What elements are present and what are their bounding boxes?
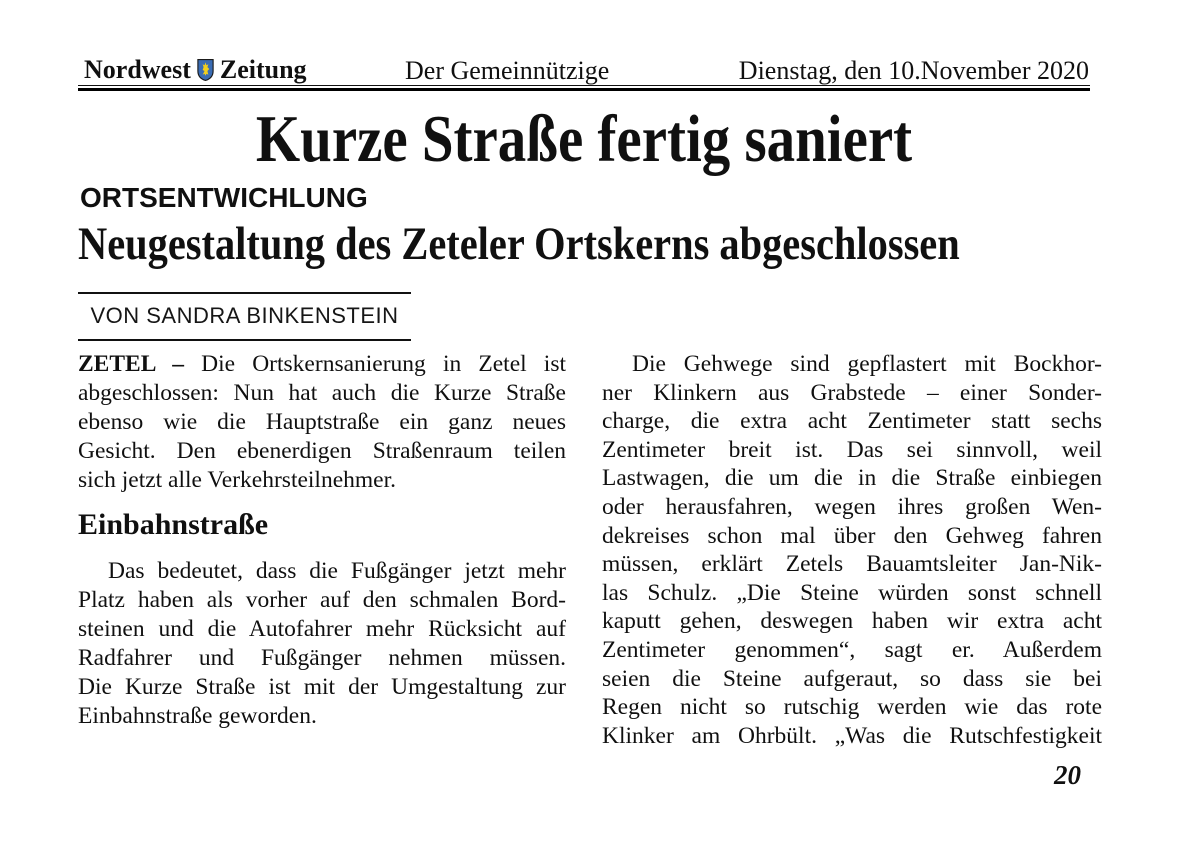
text-line: müssen, erklärt Zetels Bauamtsleiter Jan-Nik- — [602, 551, 1102, 578]
text-line: Die Gehwege sind gepflastert mit Bockhor- — [632, 351, 1102, 377]
dateline: ZETEL – — [78, 351, 184, 377]
text-line: ebenso wie die Hauptstraße ein ganz neues — [78, 409, 566, 435]
subsection-heading: Einbahnstraße — [78, 508, 269, 541]
lead-paragraph — [78, 350, 566, 495]
text-line: Klinker am Ohrbült. „Was die Rutschfestigkeit — [602, 722, 1102, 749]
masthead-title — [84, 55, 307, 89]
text-line: ner Klinkern aus Grabstede – einer Sonder- — [602, 379, 1102, 406]
text-line: Zentimeter genommen“, sagt er. Außerdem — [602, 636, 1102, 663]
text-line: Radfahrer und Fußgänger nehmen müssen. — [78, 645, 566, 671]
text-line: Einbahnstraße geworden. — [78, 703, 317, 729]
article-headline: Kurze Straße fertig saniert — [255, 102, 913, 176]
page-number: 20 — [1054, 760, 1081, 790]
text-line: Gesicht. Den ebenerdigen Straßenraum teilen — [78, 438, 566, 464]
text-line: abgeschlossen: Nun hat auch die Kurze Straße — [78, 380, 566, 406]
body-paragraph — [78, 557, 566, 731]
byline-box — [78, 292, 411, 341]
text-line: Regen nicht so rutschig werden wie das rote — [602, 694, 1102, 721]
text-line — [78, 350, 566, 379]
text-line: Das bedeutet, dass die Fußgänger jetzt mehr — [108, 558, 566, 584]
text-line: dekreises schon mal über den Gehweg fahren — [602, 522, 1102, 549]
text-line: sich jetzt alle Verkehrsteilnehmer. — [78, 467, 397, 493]
text-line: Platz haben als vorher auf den schmalen Bord- — [78, 587, 566, 613]
article-subheadline: Neugestaltung des Zeteler Ortskerns abgeschlossen — [78, 218, 960, 270]
body-paragraph — [602, 350, 1102, 750]
text-line: steinen und die Autofahrer mehr Rücksicht auf — [78, 616, 566, 642]
text-line: kaputt gehen, deswegen haben wir extra acht — [602, 608, 1102, 635]
text-line: Die Kurze Straße ist mit der Umgestaltung zur — [78, 674, 566, 700]
text-line: charge, die extra acht Zentimeter statt sechs — [602, 408, 1102, 435]
masthead-center-title: Der Gemeinnützige — [405, 56, 610, 85]
text-line: seien die Steine aufgeraut, so dass sie bei — [602, 665, 1102, 692]
text-line: Zentimeter breit ist. Das sei sinnvoll, weil — [602, 436, 1102, 463]
text-line: Lastwagen, die um die in die Straße einbiegen — [602, 465, 1102, 492]
byline: VON SANDRA BINKENSTEIN — [90, 303, 399, 328]
masthead-title-part2: Zeitung — [219, 55, 307, 84]
section-kicker: ORTSENTWICHLUNG — [80, 182, 368, 213]
lead-paragraph-lines — [78, 379, 566, 495]
lead-first-line: Die Ortskernsanierung in Zetel ist — [183, 351, 567, 377]
text-line: las Schulz. „Die Steine würden sonst schnell — [602, 579, 1102, 606]
masthead-rule — [78, 85, 1090, 91]
masthead-date: Dienstag, den 10.November 2020 — [738, 56, 1089, 85]
text-line: oder herausfahren, wegen ihres großen Wen- — [602, 493, 1102, 520]
masthead-title-part1: Nordwest — [84, 55, 191, 84]
